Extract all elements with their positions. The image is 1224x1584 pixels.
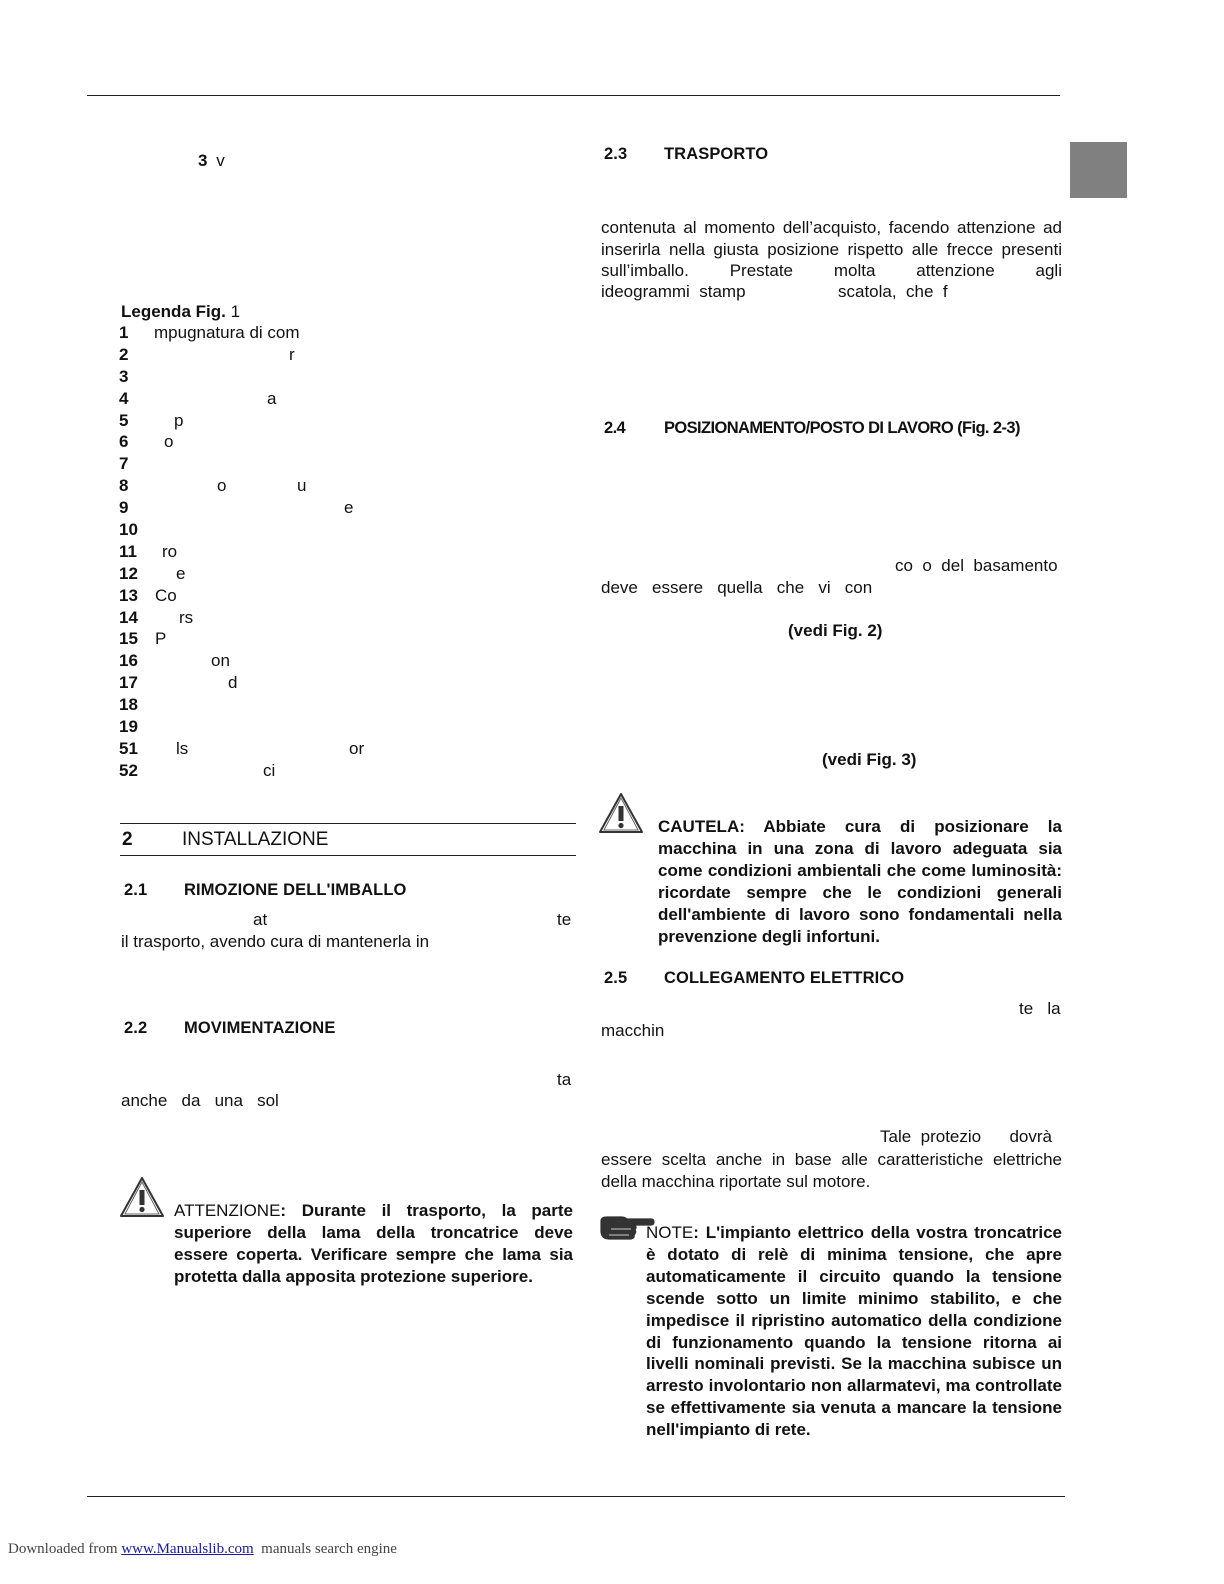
attention-notice: ATTENZIONE: Durante il trasporto, la parte superiore della lama della troncatrice deve essere coperta. Verificare sempre che lama sia protetta dalla apposita protezione superiore.	[174, 1201, 573, 1286]
subsection-2-2-heading: 2.2 MOVIMENTAZIONE	[124, 1019, 336, 1037]
legend-item	[119, 453, 138, 475]
s21-fragment-a: at	[253, 910, 268, 929]
legend-item	[119, 344, 295, 366]
s23-paragraph: contenuta al momento dell’acquisto, facendo attenzione ad inserirla nella giusta posizione rispetto alle frecce presenti sull’imballo. Prestate molta attenzione agli	[601, 218, 1062, 281]
legend-item-number: 1	[119, 323, 129, 342]
s22-line-2: anche da una sol	[121, 1091, 279, 1110]
legend-item-number: 6	[119, 432, 129, 452]
legend-item	[119, 563, 186, 585]
legend-item-number: 2	[119, 344, 129, 364]
s21-fragment-b: te	[557, 910, 572, 929]
legend-item	[119, 607, 194, 629]
legend-item	[119, 519, 138, 541]
legend-item-number: 8	[119, 476, 129, 496]
s21-line-2: il trasporto, avendo cura di mantenerla in	[121, 932, 430, 951]
legend-item	[119, 388, 277, 410]
legend-item-number: 13	[119, 585, 138, 605]
legend-item-number: 18	[119, 695, 138, 715]
legend-item-text: P	[155, 629, 167, 649]
subsection-2-4-heading: 2.4 POSIZIONAMENTO/POSTO DI LAVORO (Fig. 2-3)	[604, 419, 1020, 437]
legend-item-text: or	[349, 738, 365, 758]
s23-last-a: ideogrammi stamp	[601, 282, 746, 301]
section-heading: 2 INSTALLAZIONE	[122, 829, 329, 850]
legend-item-number: 7	[119, 454, 129, 474]
legend-item-text: rs	[179, 607, 194, 627]
chapter-side-tab	[1070, 142, 1127, 198]
legend-item-number: 9	[119, 498, 129, 518]
legend-item-number: 5	[119, 410, 129, 430]
figure-3-reference: (vedi Fig. 3)	[822, 750, 917, 769]
legend-item-number: 15	[119, 629, 138, 649]
download-footer: Downloaded from www.Manualslib.com manuals search engine	[8, 1541, 397, 1557]
legend-item-text: d	[228, 673, 238, 693]
s25-fragment-b: te la	[1019, 999, 1061, 1018]
legend-item-text: o	[164, 432, 174, 452]
legend-item-number: 4	[119, 388, 129, 408]
legend-item	[119, 497, 354, 519]
legend-item	[119, 585, 177, 607]
caution-notice: CAUTELA: Abbiate cura di posizionare la macchina in una zona di lavoro adeguata sia come condizioni ambientali che come luminosità: ricordate sempre che le condizioni generali dell'ambiente di lavoro sono fondamentali nella prevenzione degli infortuni.	[658, 817, 1062, 946]
legend-item	[119, 738, 365, 760]
header-rule	[87, 95, 1060, 96]
legend-item-text: r	[289, 344, 295, 364]
legend-item	[119, 716, 138, 738]
subsection-2-5-heading: 2.5 COLLEGAMENTO ELETTRICO	[604, 969, 905, 987]
s22-fragment-b: ta	[557, 1070, 572, 1089]
legend-item	[119, 760, 276, 782]
legend-item	[119, 410, 184, 432]
legend-item	[119, 475, 307, 497]
s23-last-b: scatola, che f	[838, 282, 948, 301]
legend-item-number: 11	[119, 541, 137, 561]
figure-reference	[198, 151, 225, 171]
legend-item-text: ls	[176, 738, 189, 758]
s24-fragment-b: co o del basamento	[895, 556, 1058, 575]
footer-rule	[87, 1496, 1065, 1497]
legend-item-text: Co	[155, 585, 177, 605]
subsection-2-1-heading: 2.1 RIMOZIONE DELL'IMBALLO	[124, 881, 407, 899]
subsection-2-3-heading: 2.3 TRASPORTO	[604, 145, 769, 163]
legend-list	[119, 322, 365, 782]
legend-item-number: 12	[119, 563, 138, 583]
s25-fragment-3: Tale protezio dovrà	[880, 1127, 1052, 1146]
s25-paragraph: essere scelta anche in base alle caratteristiche elettriche della macchina riportate sul motore.	[601, 1150, 1062, 1191]
figure-letter: v	[216, 151, 225, 170]
legend-item	[119, 431, 174, 453]
legend-item-text: on	[211, 651, 230, 671]
legend-item-text: ro	[162, 541, 178, 561]
warning-icon	[119, 1176, 165, 1218]
legend-item-text: ci	[263, 760, 276, 780]
s24-line-2: deve essere quella che vi con	[601, 578, 873, 597]
legend-item-number: 16	[119, 651, 138, 671]
legend-item-text: o	[217, 476, 227, 496]
legend-item-number: 52	[119, 760, 138, 780]
s25-line-2: macchin	[601, 1021, 665, 1040]
legend-item	[119, 650, 230, 672]
section-rule-top	[120, 823, 576, 824]
legend-item-text: p	[174, 410, 184, 430]
legend-item-text: e	[344, 498, 354, 518]
legend-item	[119, 366, 138, 388]
manualslib-link[interactable]: www.Manualslib.com	[121, 1541, 254, 1557]
legend-item-text: u	[297, 476, 307, 496]
caution-icon	[598, 792, 644, 834]
legend-title: Legenda Fig. 1	[121, 302, 241, 321]
legend-item	[119, 672, 238, 694]
legend-item	[119, 541, 178, 563]
legend-item-number: 14	[119, 607, 138, 627]
legend-item	[119, 322, 300, 344]
section-rule-bottom	[120, 855, 576, 856]
legend-item	[119, 694, 138, 716]
figure-number: 3	[198, 151, 208, 170]
legend-item-text: e	[176, 563, 186, 583]
legend-item-number: 51	[119, 738, 138, 758]
legend-item-number: 10	[119, 520, 138, 540]
legend-item-number: 19	[119, 717, 138, 737]
note-notice: NOTE: L'impianto elettrico della vostra troncatrice è dotato di relè di minima tensione, che apre automaticamente il circuito quando la tensione scende sotto un limite minimo stabilito, e che impedisce il ripristino automatico della condizione di funzionamento quando la tensione ritorna ai livelli nominali previsti. Se la macchina subisce un arresto involontario non allarmatevi, ma controllate se effettivamente sia venuta a mancare la tensione nell'impianto di rete.	[646, 1223, 1062, 1440]
legend-item-number: 3	[119, 366, 129, 386]
legend-item-number: 17	[119, 673, 138, 693]
figure-2-reference: (vedi Fig. 2)	[788, 621, 883, 640]
legend-item-text: mpugnatura di com	[154, 323, 300, 342]
legend-item-text: a	[267, 388, 277, 408]
legend-item	[119, 628, 167, 650]
